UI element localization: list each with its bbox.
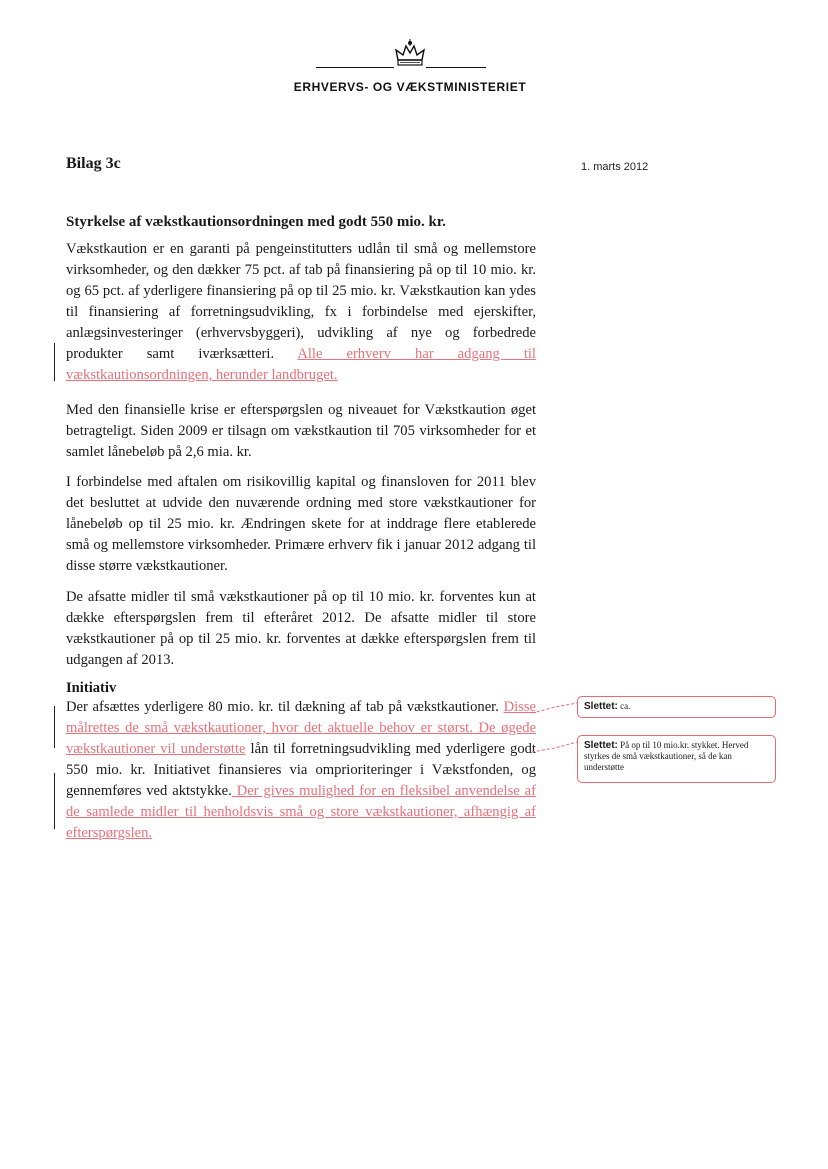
comment-balloon[interactable] [577, 696, 776, 718]
paragraph-4: De afsatte midler til små vækstkautioner på op til 10 mio. kr. forventes kun at dække efterspørgslen frem til efteråret 2012. De afsatte midler til store vækstkautioner på op til 25 mio. kr. forventes at dække efterspørgslen frem til udgangen af 2013. [66, 589, 536, 668]
ministry-name: ERHVERVS- OG VÆKSTMINISTERIET [293, 80, 527, 94]
inserted-text: Alle erhverv har adgang til vækstkautionsordningen, herunder landbruget. [66, 346, 536, 383]
document-label: Bilag 3c [66, 155, 121, 172]
inserted-text: Disse målrettes de små vækstkautioner, hvor det aktuelle behov er størst. De øgede vækstkautioner vil understøtte [66, 699, 536, 757]
comment-label: Slettet: [584, 701, 618, 712]
paragraph-1-text: Vækstkaution er en garanti på pengeinstitutters udlån til små og mellemstore virksomheder, og den dækker 75 pct. af tab på finansiering på op til 10 mio. kr. og 65 pct. af yderligere finansiering på op til 25 mio. kr. Vækstkaution kan ydes til finansiering af forretningsudvikling, fx i forbindelse med ejerskifter, anlægsinvesteringer (erhvervsbyggeri), udvikling af nye og forbedrede produkter samt iværksætteri. [66, 241, 536, 362]
inserted-text: Der gives mulighed for en fleksibel anvendelse af de samlede midler til henholdsvis små og store vækstkautioner, afhængig af efterspørgslen. [66, 783, 536, 841]
comment-text: På op til 10 mio.kr. stykket. Herved styrkes de små vækstkautioner, så de kan understøtte [584, 740, 749, 772]
document-title: Styrkelse af vækstkautionsordningen med godt 550 mio. kr. [66, 214, 446, 230]
comment-balloon[interactable] [577, 735, 776, 783]
initiative-text-2: lån til forretningsudvikling med yderligere godt 550 mio. kr. Initiativet finansieres via omprioriteringer i Vækstfonden, og gennemføres ved aktstykke. [66, 741, 536, 799]
initiative-heading: Initiativ [66, 680, 117, 696]
document-date: 1. marts 2012 [581, 161, 649, 173]
initiative-text-1: Der afsættes yderligere 80 mio. kr. til dækning af tab på vækstkautioner. [66, 699, 499, 715]
comment-label: Slettet: [584, 740, 618, 751]
paragraph-3: I forbindelse med aftalen om risikovillig kapital og finansloven for 2011 blev det besluttet at udvide den nuværende ordning med store vækstkautioner for lånebeløb op til 25 mio. kr. Ændringen skete for at inddrage flere etablerede små og mellemstore virksomheder. Primære erhverv fik i januar 2012 adgang til disse større vækstkautioner. [66, 474, 536, 574]
paragraph-2: Med den finansielle krise er efterspørgslen og niveauet for Vækstkaution øget betragteligt. Siden 2009 er tilsagn om vækstkaution til 705 virksomheder for et samlet lånebeløb på 2,6 mia. kr. [66, 402, 536, 460]
comment-text: ca. [620, 701, 631, 711]
